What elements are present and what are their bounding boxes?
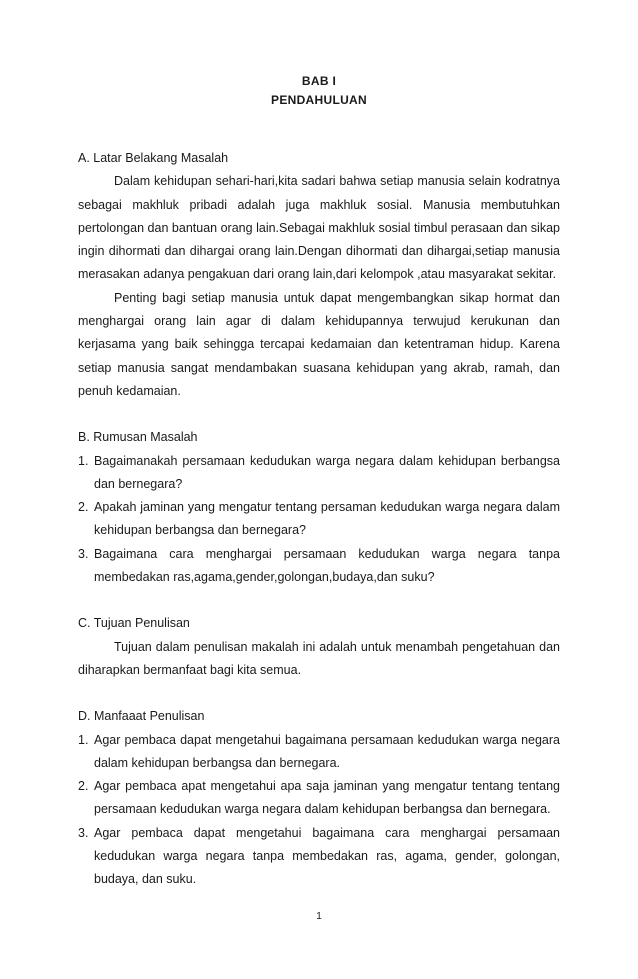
list-item-number: 2. — [78, 500, 89, 515]
chapter-title: PENDAHULUAN — [271, 93, 367, 107]
list-item-number: 2. — [78, 779, 89, 794]
list-item-number: 3. — [78, 546, 89, 561]
page-number: 1 — [316, 911, 322, 922]
list-item-number: 1. — [78, 732, 89, 747]
list-item — [78, 450, 560, 497]
list-item-text: Bagaimana cara menghargai persamaan kedudukan warga negara tanpa membedakan ras,agama,gender,golongan,budaya,dan suku? — [94, 546, 560, 585]
section-a-title: A. Latar Belakang Masalah — [78, 151, 229, 165]
chapter-heading: BAB I — [301, 74, 337, 88]
list-item-text: Apakah jaminan yang mengatur tentang persaman kedudukan warga negara dalam kehidupan berbangsa dan bernegara? — [94, 500, 560, 538]
section-a-paragraph-2: Penting bagi setiap manusia untuk dapat mengembangkan sikap hormat dan menghargai orang lain agar di dalam kehidupannya terwujud kerukunan dan kerjasama yang baik sehingga tercapai kedamaian dan ketentraman hidup. Karena setiap manusia sangat mendambakan suasana kehidupan yang akrab, ramah, dan penuh kedamaian. — [78, 290, 560, 398]
document-body — [78, 147, 560, 892]
section-b-title: B. Rumusan Masalah — [78, 430, 198, 445]
list-item — [78, 822, 560, 892]
section-d-list — [78, 729, 560, 892]
list-item-number: 1. — [78, 453, 89, 468]
list-item-text: Agar pembaca apat mengetahui apa saja jaminan yang mengatur tentang tentang persamaan kedudukan warga negara dalam kehidupan berbangsa dan bernegara. — [94, 779, 560, 817]
list-item — [78, 729, 560, 776]
list-item-text: Bagaimanakah persamaan kedudukan warga negara dalam kehidupan berbangsa dan bernegara? — [94, 453, 560, 491]
list-item — [78, 496, 560, 543]
section-a-paragraph-1: Dalam kehidupan sehari-hari,kita sadari bahwa setiap manusia selain kodratnya sebagai makhluk pribadi adalah juga makhluk sosial. Manusia membutuhkan pertolongan dan bantuan orang lain.Sebagai makhluk sosial timbul perasaan dan sikap ingin dihormati dan dihargai orang lain.Dengan dihormati dan dihargai,setiap manusia merasakan adanya pengakuan dari orang lain,dari kelompok ,atau masyarakat sekitar. — [78, 174, 560, 282]
list-item-text: Agar pembaca dapat mengetahui bagaimana cara menghargai persamaan kedudukan warga negara tanpa membedakan ras, agama, gender, golongan, budaya, dan suku. — [94, 825, 560, 887]
section-c-title: C. Tujuan Penulisan — [78, 616, 190, 631]
section-d-title: D. Manfaaat Penulisan — [78, 709, 205, 724]
section-c-paragraph: Tujuan dalam penulisan makalah ini adalah untuk menambah pengetahuan dan diharapkan bermanfaat bagi kita semua. — [78, 639, 560, 677]
list-item-text: Agar pembaca dapat mengetahui bagaimana persamaan kedudukan warga negara dalam kehidupan berbangsa dan bernegara. — [94, 732, 560, 770]
list-item — [78, 543, 560, 590]
list-item — [78, 775, 560, 822]
list-item-number: 3. — [78, 825, 89, 840]
section-b-list — [78, 450, 560, 590]
